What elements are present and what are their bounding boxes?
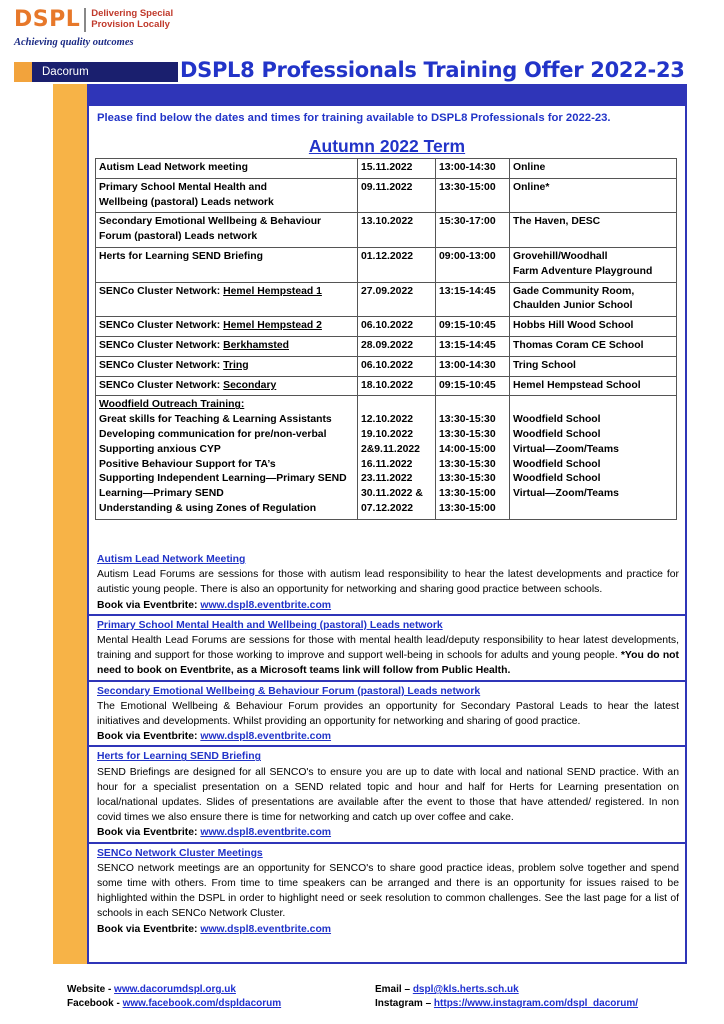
time-cell: 13:15-14:45 bbox=[436, 282, 510, 317]
date-value: 19.10.2022 bbox=[361, 428, 414, 440]
venue-name: Gade Community Room, bbox=[513, 285, 635, 297]
logo-brand: DSPL bbox=[14, 8, 86, 32]
venue-name: Thomas Coram CE School bbox=[513, 339, 644, 351]
section-title[interactable]: Secondary Emotional Wellbeing & Behaviour Forum (pastoral) Leads network bbox=[97, 685, 481, 697]
venue-name: Virtual—Zoom/Teams bbox=[513, 488, 619, 500]
section-body: Autism Lead Forums are sessions for those with autism lead responsibility to hear the latest developments and practice for autistic young people. There is also an opportunity for networking and sharing good practice between schools. bbox=[97, 569, 679, 596]
date-cell bbox=[358, 396, 436, 519]
venue-name: The Haven, DESC bbox=[513, 216, 601, 228]
eventbrite-link[interactable]: www.dspl8.eventbrite.com bbox=[200, 731, 332, 743]
venue-name: Online bbox=[513, 162, 546, 173]
time-value: 13:30-15:30 bbox=[439, 473, 496, 485]
event-name: Developing communication for pre/non-verbal bbox=[99, 428, 327, 440]
footer-website: Website - www.dacorumdspl.org.uk bbox=[67, 984, 236, 995]
event-cell bbox=[96, 247, 358, 282]
info-section bbox=[97, 684, 679, 745]
section-title[interactable]: SENCo Network Cluster Meetings bbox=[97, 847, 263, 859]
table-row bbox=[96, 247, 677, 282]
time-cell: 13:30-15:00 bbox=[436, 178, 510, 213]
table-row bbox=[96, 282, 677, 317]
logo-tagline: Achieving quality outcomes bbox=[14, 37, 134, 48]
event-name: Herts for Learning SEND Briefing bbox=[99, 250, 263, 262]
booking-line: Book via Eventbrite: www.dspl8.eventbrite.com bbox=[97, 923, 332, 935]
section-divider bbox=[89, 680, 687, 682]
table-row bbox=[96, 356, 677, 376]
event-name: Understanding & using Zones of Regulation bbox=[99, 502, 317, 514]
section-title[interactable]: Herts for Learning SEND Briefing bbox=[97, 751, 261, 763]
logo-strapline: Delivering Special Provision Locally bbox=[91, 8, 174, 30]
date-cell: 15.11.2022 bbox=[358, 159, 436, 179]
time-cell: 13:00-14:30 bbox=[436, 356, 510, 376]
schedule-table bbox=[95, 158, 677, 520]
table-row bbox=[96, 213, 677, 248]
eventbrite-link[interactable]: www.dspl8.eventbrite.com bbox=[200, 923, 332, 935]
date-value: 07.12.2022 bbox=[361, 502, 414, 514]
event-name: Supporting anxious CYP bbox=[99, 443, 221, 455]
date-value: 30.11.2022 & bbox=[361, 488, 423, 500]
venue-cell bbox=[510, 376, 677, 396]
section-note: *You do not need to book on Eventbrite, as a Microsoft teams link will follow from Public Health. bbox=[97, 650, 679, 677]
date-cell: 18.10.2022 bbox=[358, 376, 436, 396]
info-section bbox=[97, 552, 679, 613]
date-cell: 09.11.2022 bbox=[358, 178, 436, 213]
cluster-name: Hemel Hempstead 1 bbox=[223, 285, 322, 297]
training-offer-panel bbox=[87, 104, 687, 964]
table-row bbox=[96, 178, 677, 213]
venue-name: Grovehill/Woodhall bbox=[513, 250, 608, 262]
logo-area: Dacorum bbox=[14, 62, 178, 82]
venue-name: Woodfield School bbox=[513, 414, 601, 426]
info-section bbox=[97, 749, 679, 840]
section-body: The Emotional Wellbeing & Behaviour Forum provides an opportunity for Secondary Pastoral Leads to hear the latest initiatives and developments. Whilst providing an opportunity for networking and sharing of good practice. bbox=[97, 700, 679, 728]
event-cell bbox=[96, 178, 358, 213]
section-title[interactable]: Primary School Mental Health and Wellbeing (pastoral) Leads network bbox=[97, 619, 443, 631]
venue-cell bbox=[510, 356, 677, 376]
event-cell bbox=[96, 336, 358, 356]
table-row-woodfield bbox=[96, 396, 677, 519]
cluster-name: Tring bbox=[223, 359, 249, 371]
event-name: SENCo Cluster Network: bbox=[99, 339, 224, 351]
time-value: 14:00-15:00 bbox=[439, 443, 496, 455]
footer-instagram: Instagram – https://www.instagram.com/dspl_dacorum/ bbox=[375, 998, 639, 1009]
email-link[interactable]: dspl@kls.herts.sch.uk bbox=[412, 984, 519, 995]
orange-side-band bbox=[53, 84, 87, 964]
booking-line: Book via Eventbrite: www.dspl8.eventbrite.com bbox=[97, 827, 332, 839]
table-row bbox=[96, 376, 677, 396]
term-heading: Autumn 2022 Term bbox=[308, 136, 466, 156]
blue-header-band bbox=[87, 84, 687, 104]
section-body: Mental Health Lead Forums are sessions for those with mental health lead/deputy responsibility to hear latest developments, training and support for those working to improve and support well-being in schools for adults and young people. *You do not need to book on Eventbrite, as a Microsoft teams link will follow from Public Health. bbox=[97, 635, 679, 677]
page-title: DSPL8 Professionals Training Offer 2022-23 bbox=[180, 58, 685, 82]
date-cell: 27.09.2022 bbox=[358, 282, 436, 317]
time-cell: 09:15-10:45 bbox=[436, 317, 510, 337]
date-cell: 28.09.2022 bbox=[358, 336, 436, 356]
footer-email: Email – dspl@kls.herts.sch.uk bbox=[375, 984, 519, 995]
instagram-link[interactable]: https://www.instagram.com/dspl_dacorum/ bbox=[433, 998, 639, 1009]
woodfield-heading: Woodfield Outreach Training: bbox=[99, 399, 245, 411]
venue-name: Hobbs Hill Wood School bbox=[513, 320, 634, 332]
event-cell bbox=[96, 213, 358, 248]
date-cell: 06.10.2022 bbox=[358, 356, 436, 376]
table-row bbox=[96, 336, 677, 356]
venue-cell bbox=[510, 213, 677, 248]
venue-name: Woodfield School bbox=[513, 428, 601, 440]
eventbrite-link[interactable]: www.dspl8.eventbrite.com bbox=[200, 827, 332, 839]
section-title[interactable]: Autism Lead Network Meeting bbox=[97, 554, 246, 565]
time-cell: 13:00-14:30 bbox=[436, 159, 510, 179]
event-cell bbox=[96, 317, 358, 337]
section-divider bbox=[89, 745, 687, 747]
event-name: Secondary Emotional Wellbeing & Behaviour bbox=[99, 216, 322, 228]
time-value: 13:30-15:30 bbox=[439, 414, 496, 426]
venue-cell bbox=[510, 396, 677, 519]
footer-facebook: Facebook - www.facebook.com/dspldacorum bbox=[67, 998, 282, 1009]
event-name: SENCo Cluster Network: bbox=[99, 379, 224, 391]
intro-text: Please find below the dates and times for training available to DSPL8 Professionals for 2022-23. bbox=[97, 112, 611, 124]
table-row bbox=[96, 159, 677, 179]
event-cell bbox=[96, 376, 358, 396]
event-name: Forum (pastoral) Leads network bbox=[99, 231, 258, 243]
time-value: 13:30-15:00 bbox=[439, 502, 496, 514]
time-cell: 09:00-13:00 bbox=[436, 247, 510, 282]
event-cell bbox=[96, 396, 358, 519]
date-value: 16.11.2022 bbox=[361, 458, 413, 470]
event-cell bbox=[96, 159, 358, 179]
table-row bbox=[96, 317, 677, 337]
date-cell: 13.10.2022 bbox=[358, 213, 436, 248]
section-body: SEND Briefings are designed for all SENCO's to ensure you are up to date with local and national SEND practice. With an hour for a specialist presentation on a SEND related topic and hour and half for Herts for Learning presentation on local/national updates. Slides of presentations are available after the event to those that have attended/ registered. In non covid times we also ensure there is time for networking and catch up over coffee and cake. bbox=[97, 766, 679, 824]
venue-cell bbox=[510, 178, 677, 213]
venue-name: Online* bbox=[513, 181, 550, 193]
info-section bbox=[97, 846, 679, 937]
section-divider bbox=[89, 842, 687, 844]
venue-name: Hemel Hempstead School bbox=[513, 379, 641, 391]
date-cell: 06.10.2022 bbox=[358, 317, 436, 337]
footer-contacts-right bbox=[375, 983, 638, 1011]
venue-cell bbox=[510, 282, 677, 317]
venue-cell bbox=[510, 247, 677, 282]
time-cell: 13:15-14:45 bbox=[436, 336, 510, 356]
time-cell: 09:15-10:45 bbox=[436, 376, 510, 396]
time-cell: 15:30-17:00 bbox=[436, 213, 510, 248]
time-value: 13:30-15:30 bbox=[439, 428, 496, 440]
info-section bbox=[97, 618, 679, 679]
time-value: 13:30-15:00 bbox=[439, 488, 496, 500]
website-link[interactable]: www.dacorumdspl.org.uk bbox=[114, 984, 236, 995]
event-name: SENCo Cluster Network: bbox=[99, 320, 224, 332]
venue-name: Woodfield School bbox=[513, 473, 601, 485]
eventbrite-link[interactable]: www.dspl8.eventbrite.com bbox=[200, 599, 332, 611]
event-name: SENCo Cluster Network: bbox=[99, 359, 224, 371]
footer-contacts-left bbox=[67, 983, 281, 1011]
event-cell bbox=[96, 282, 358, 317]
event-name: Autism Lead Network meeting bbox=[99, 162, 248, 173]
venue-cell bbox=[510, 159, 677, 179]
facebook-link[interactable]: www.facebook.com/dspldacorum bbox=[122, 998, 282, 1009]
section-body: SENCO network meetings are an opportunity for SENCO's to share good practice ideas, problem solve together and spend some time with others. From time to time speakers can be arranged and there is an opportunity for issues raised to be highlighted within the DSPL in order to highlight need or seek resolution to common challenges. See the last page for a list of schools in each SENCo Network Cluster. bbox=[97, 862, 679, 920]
cluster-name: Hemel Hempstead 2 bbox=[223, 320, 322, 332]
dspl-logo bbox=[14, 8, 174, 84]
time-value: 13:30-15:30 bbox=[439, 458, 496, 470]
session-details bbox=[97, 552, 679, 937]
event-name: Wellbeing (pastoral) Leads network bbox=[99, 196, 274, 208]
event-name: SENCo Cluster Network: bbox=[99, 285, 224, 297]
venue-cell bbox=[510, 336, 677, 356]
date-cell: 01.12.2022 bbox=[358, 247, 436, 282]
booking-line: Book via Eventbrite: www.dspl8.eventbrite.com bbox=[97, 731, 332, 743]
venue-name: Virtual—Zoom/Teams bbox=[513, 443, 619, 455]
event-name: Learning—Primary SEND bbox=[99, 488, 224, 500]
cluster-name: Berkhamsted bbox=[223, 339, 289, 351]
section-divider bbox=[89, 614, 687, 616]
date-value: 12.10.2022 bbox=[361, 414, 414, 426]
event-name: Great skills for Teaching & Learning Assistants bbox=[99, 414, 332, 426]
event-name: Supporting Independent Learning—Primary SEND bbox=[99, 473, 347, 485]
venue-cell bbox=[510, 317, 677, 337]
date-value: 23.11.2022 bbox=[361, 473, 413, 485]
date-value: 2&9.11.2022 bbox=[361, 443, 420, 455]
event-name: Positive Behaviour Support for TA’s bbox=[99, 458, 276, 470]
venue-name: Tring School bbox=[513, 359, 576, 371]
time-cell bbox=[436, 396, 510, 519]
event-name: Primary School Mental Health and bbox=[99, 181, 268, 193]
event-cell bbox=[96, 356, 358, 376]
cluster-name: Secondary bbox=[223, 379, 277, 391]
venue-name: Farm Adventure Playground bbox=[513, 265, 653, 277]
venue-name: Chaulden Junior School bbox=[513, 300, 633, 312]
venue-name: Woodfield School bbox=[513, 458, 601, 470]
booking-line: Book via Eventbrite: www.dspl8.eventbrite.com bbox=[97, 599, 332, 611]
